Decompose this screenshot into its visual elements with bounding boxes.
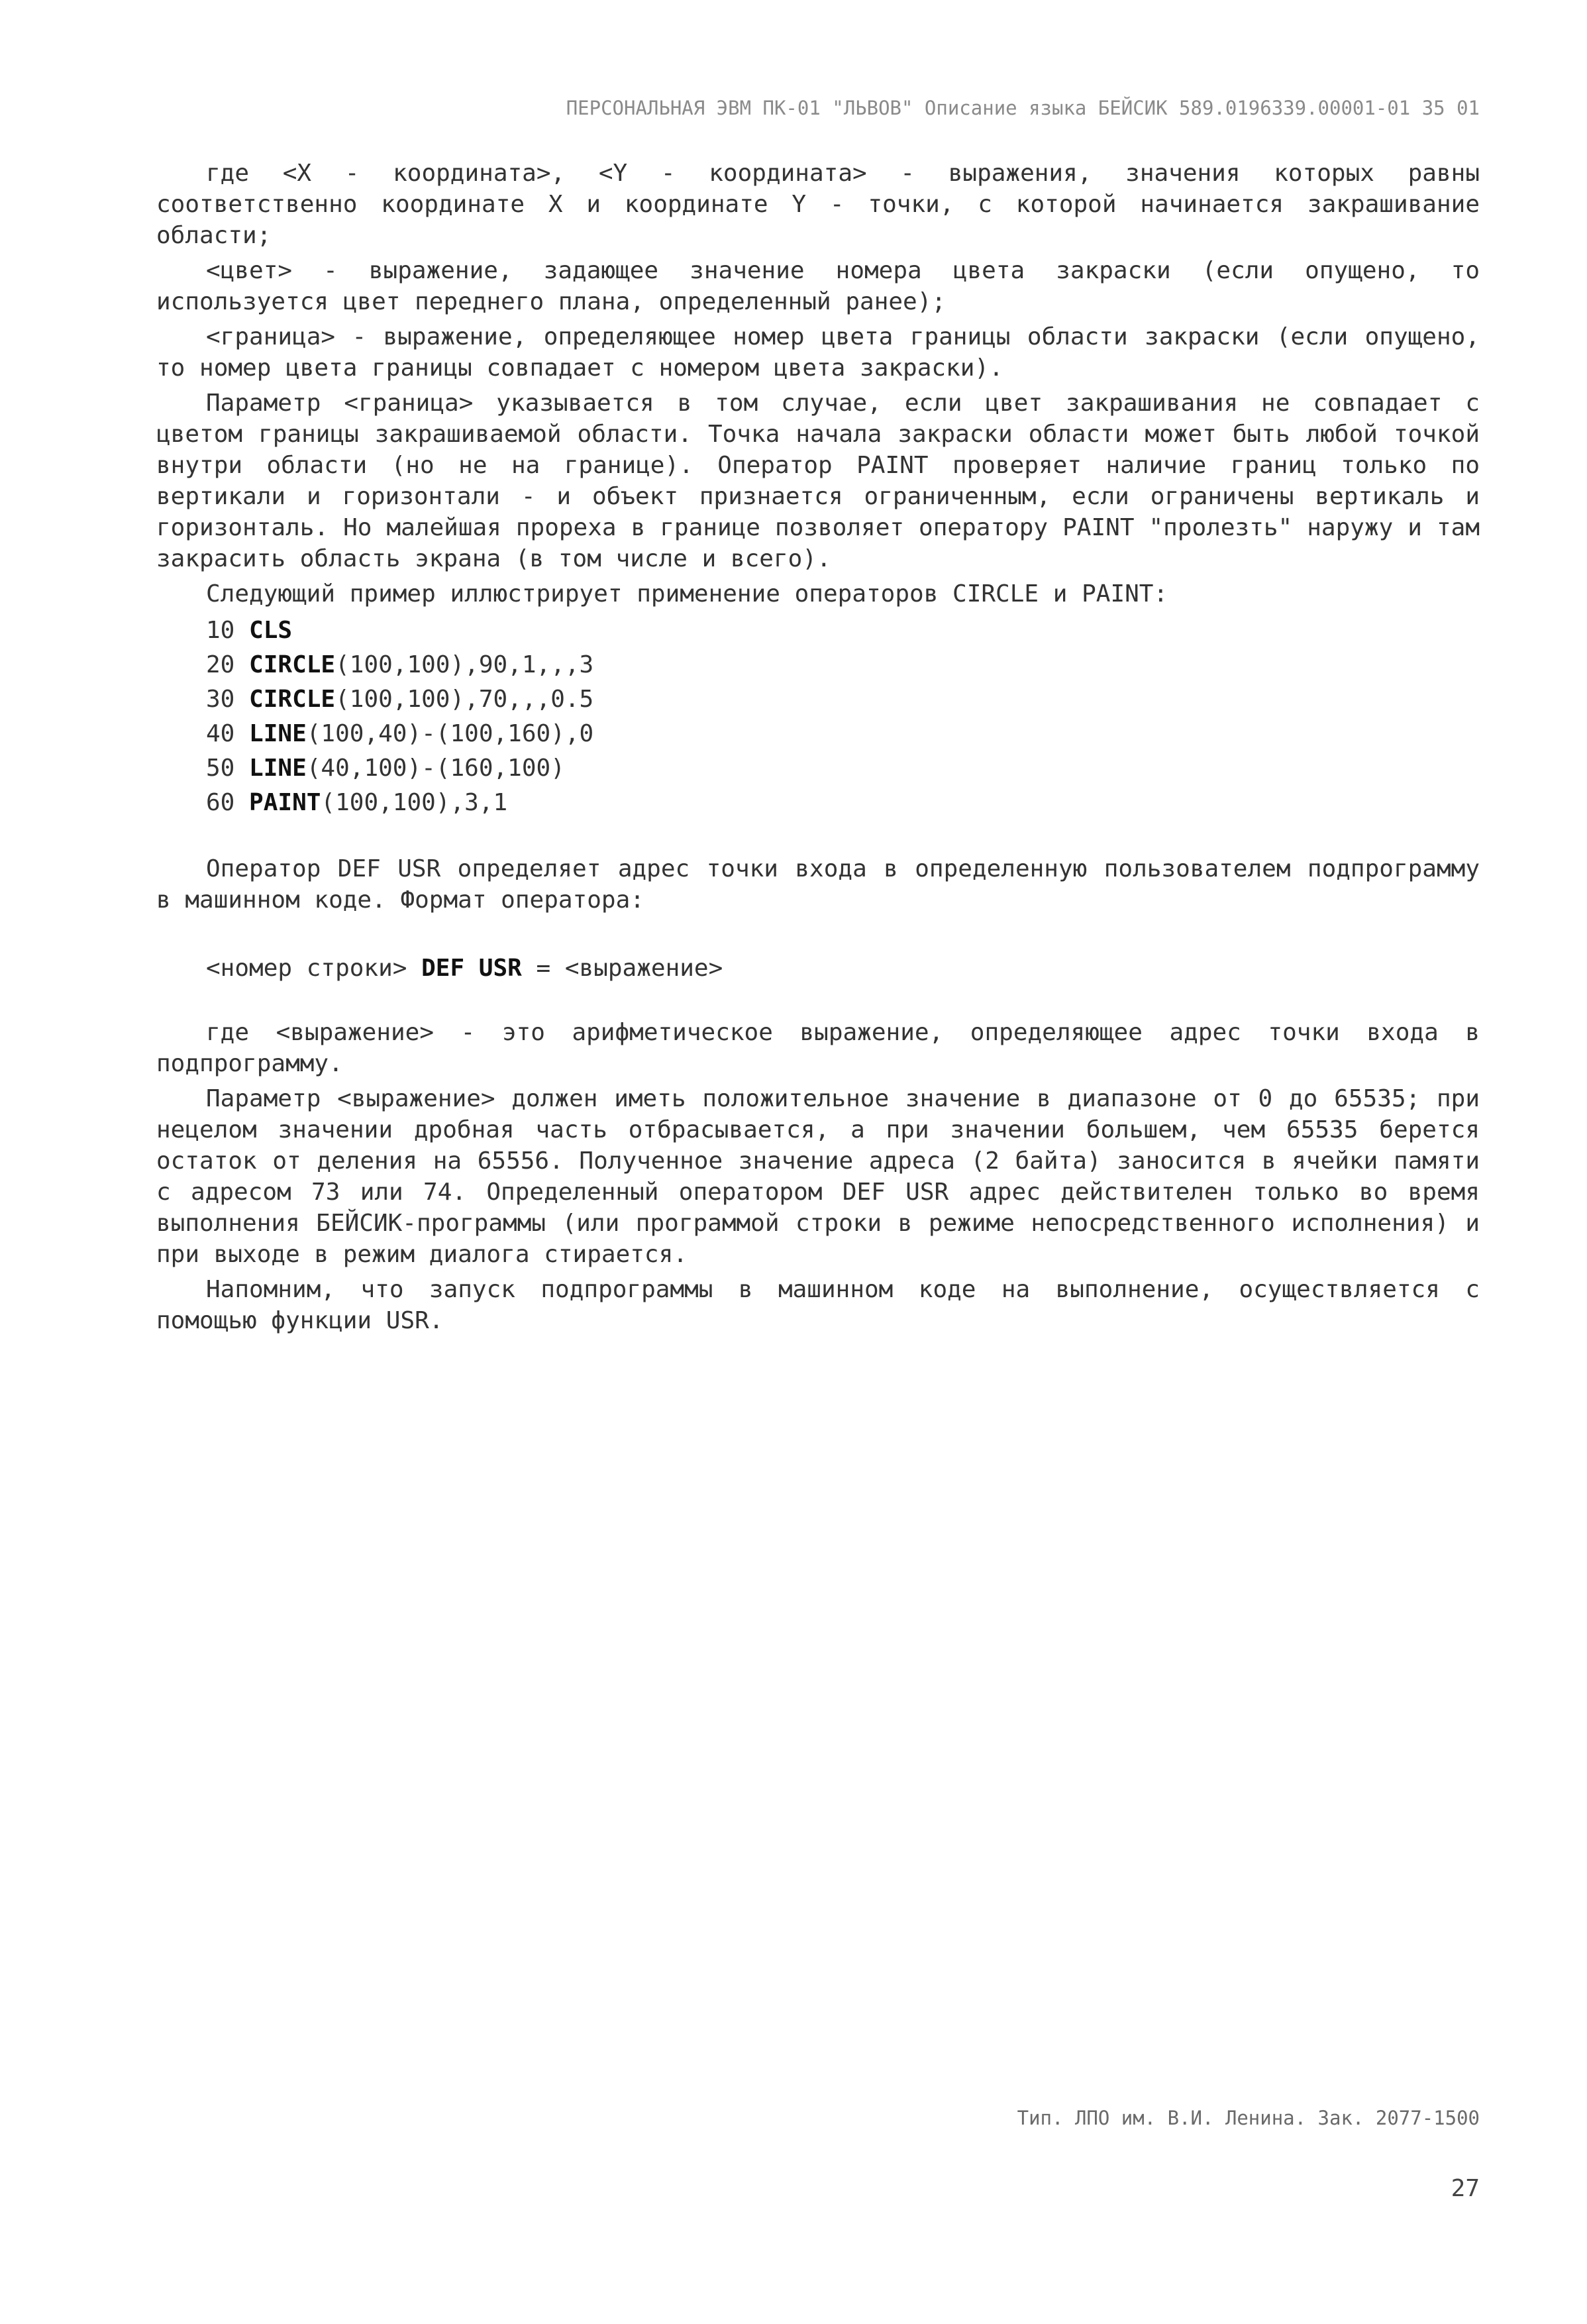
code-keyword: CIRCLE xyxy=(249,651,336,678)
code-line xyxy=(156,751,1480,786)
paragraph-example-intro: Следующий пример иллюстрирует применение операторов CIRCLE и PAINT: xyxy=(206,580,1168,607)
code-line xyxy=(156,682,1480,717)
code-line xyxy=(156,786,1480,820)
paragraph-usr-reminder: Напомним, что запуск подпрограммы в машинном коде на выполнение, осуществляется с помощью функции USR. xyxy=(156,1276,1480,1334)
page-number: 27 xyxy=(1451,2175,1480,2202)
paragraph-expression: где <выражение> - это арифметическое выражение, определяющее адрес точки входа в подпрограмму. xyxy=(156,1019,1480,1077)
code-keyword: PAINT xyxy=(249,789,321,816)
code-args: (40,100)-(160,100) xyxy=(306,755,565,782)
code-keyword: LINE xyxy=(249,755,307,782)
format-line xyxy=(156,953,1480,984)
page-body xyxy=(156,158,1480,1340)
code-line xyxy=(156,648,1480,682)
line-number: 60 xyxy=(206,789,235,816)
code-args: (100,40)-(100,160),0 xyxy=(306,720,594,747)
line-number: 30 xyxy=(206,686,235,713)
code-line xyxy=(156,717,1480,751)
line-number: 50 xyxy=(206,755,235,782)
line-number: 10 xyxy=(206,617,235,644)
paragraph-coordinates: где <X - координата>, <Y - координата> - выражения, значения которых равны соответственно координате X и координате Y - точки, с которой начинается закрашивание области; xyxy=(156,160,1480,249)
code-line xyxy=(156,613,1480,648)
code-example xyxy=(156,613,1480,820)
format-keyword: DEF USR xyxy=(421,955,522,982)
code-keyword: LINE xyxy=(249,720,307,747)
code-args: (100,100),3,1 xyxy=(321,789,508,816)
paragraph-color: <цвет> - выражение, задающее значение номера цвета закраски (если опущено, то используется цвет переднего плана, определенный ранее); xyxy=(156,257,1480,315)
format-suffix: = <выражение> xyxy=(521,955,723,982)
code-args: (100,100),90,1,,,3 xyxy=(335,651,594,678)
printer-imprint: Тип. ЛПО им. В.И. Ленина. Зак. 2077-1500 xyxy=(1017,2107,1480,2129)
paragraph-border-explanation: Параметр <граница> указывается в том случае, если цвет закрашивания не совпадает с цветом границы закрашиваемой области. Точка начала закраски области может быть любой точкой внутри области (но не на границе). Оператор PAINT проверяет наличие границ только по вертикали и горизонтали - и объект признается ограниченным, если ограничены вертикаль и горизонталь. Но малейшая прореха в границе позволяет оператору PAINT "пролезть" наружу и там закрасить область экрана (в том числе и всего). xyxy=(156,390,1480,572)
paragraph-expression-range: Параметр <выражение> должен иметь положительное значение в диапазоне от 0 до 65535; при нецелом значении дробная часть отбрасывается, а при значении большем, чем 65535 берется остаток от деления на 65556. Полученное значение адреса (2 байта) заносится в ячейки памяти с адресом 73 или 74. Определенный оператором DEF USR адрес действителен только во время выполнения БЕЙСИК-программы (или программой строки в режиме непосредственного исполнения) и при выходе в режим диалога стирается. xyxy=(156,1085,1480,1268)
paragraph-def-usr-intro: Оператор DEF USR определяет адрес точки входа в определенную пользователем подпрограмму в машинном коде. Формат оператора: xyxy=(156,855,1480,914)
line-number: 20 xyxy=(206,651,235,678)
code-args: (100,100),70,,,0.5 xyxy=(335,686,594,713)
running-header: ПЕРСОНАЛЬНАЯ ЭВМ ПК-01 "ЛЬВОВ" Описание языка БЕЙСИК 589.0196339.00001-01 35 01 xyxy=(566,97,1480,119)
format-prefix: <номер строки> xyxy=(206,955,422,982)
code-keyword: CIRCLE xyxy=(249,686,336,713)
paragraph-border: <граница> - выражение, определяющее номер цвета границы области закраски (если опущено, то номер цвета границы совпадает с номером цвета закраски). xyxy=(156,323,1480,382)
line-number: 40 xyxy=(206,720,235,747)
code-keyword: CLS xyxy=(249,617,293,644)
